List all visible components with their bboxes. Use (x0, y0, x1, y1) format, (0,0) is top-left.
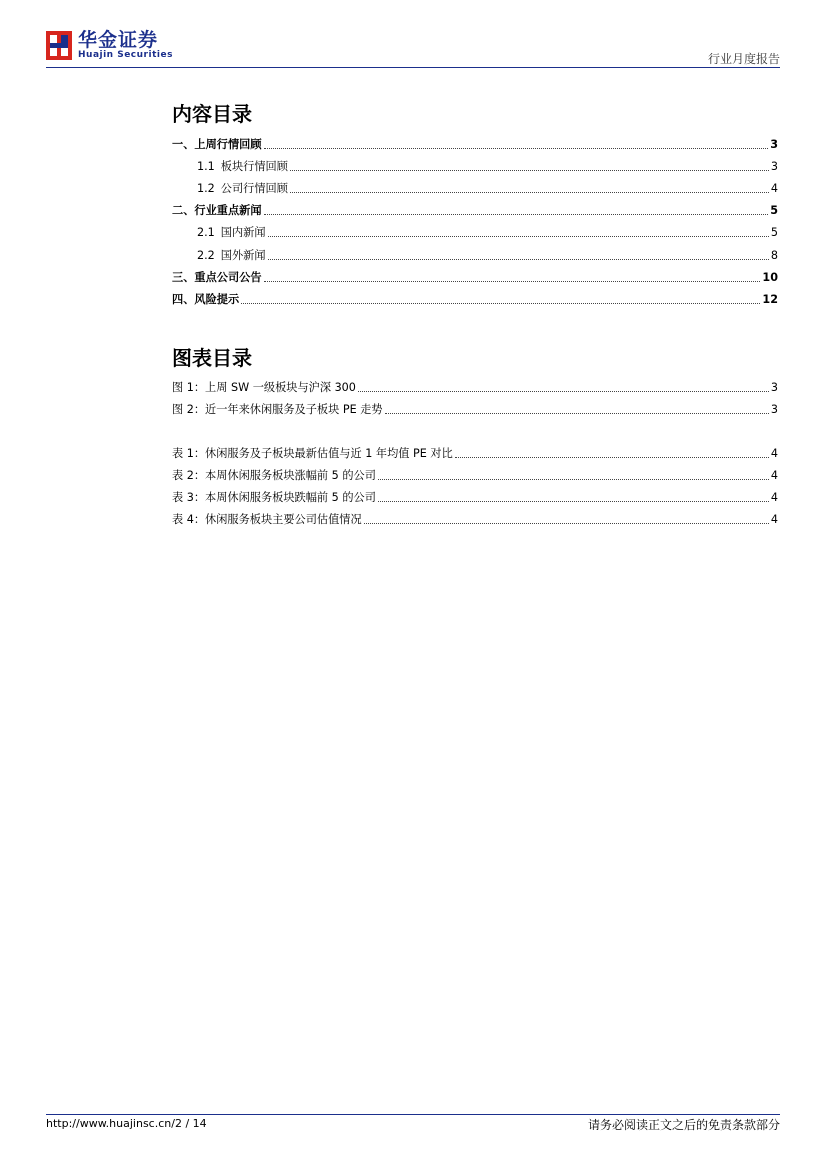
leader-dots (241, 303, 760, 304)
toc-entry[interactable] (197, 158, 778, 174)
toc-entry-page: 3 (770, 160, 778, 173)
toc-entry-page: 12 (762, 293, 778, 306)
toc-entry-label: 二、行业重点新闻 (172, 204, 262, 217)
toc-entry[interactable] (172, 269, 778, 285)
report-type-label: 行业月度报告 (707, 52, 780, 66)
leader-dots (290, 170, 769, 171)
toc-entry-label: 国内新闻 (220, 226, 266, 239)
table-entry[interactable] (172, 445, 778, 461)
leader-dots (364, 523, 769, 524)
toc-entry-number: 1.1 (197, 160, 215, 173)
toc-entry-label: 国外新闻 (220, 249, 266, 262)
huajin-logo-icon (46, 31, 72, 60)
toc-entry[interactable] (197, 180, 778, 196)
toc-title: 内容目录 (172, 102, 252, 126)
leader-dots (378, 501, 769, 502)
footer-divider (46, 1114, 780, 1115)
leader-dots (264, 214, 769, 215)
leader-dots (378, 479, 769, 480)
table-entry-page: 4 (770, 513, 778, 526)
toc-entry-page: 4 (770, 182, 778, 195)
table-entry[interactable] (172, 467, 778, 483)
leader-dots (268, 236, 769, 237)
toc-entry[interactable] (172, 202, 778, 218)
toc-entry-number: 2.1 (197, 226, 215, 239)
toc-entry-page: 10 (762, 271, 778, 284)
leader-dots (385, 413, 769, 414)
table-entry-page: 4 (770, 469, 778, 482)
header-divider (46, 67, 780, 68)
toc-entry-label: 板块行情回顾 (220, 160, 288, 173)
table-entry[interactable] (172, 489, 778, 505)
table-entry-page: 4 (770, 491, 778, 504)
footer-url-page[interactable]: http://www.huajinsc.cn/2 / 14 (46, 1117, 207, 1130)
leader-dots (290, 192, 769, 193)
leader-dots (268, 259, 769, 260)
table-entry[interactable] (172, 511, 778, 527)
table-entry-label: 表 4：休闲服务板块主要公司估值情况 (172, 513, 362, 526)
table-entry-label: 表 2：本周休闲服务板块涨幅前 5 的公司 (172, 469, 376, 482)
footer-disclaimer: 请务必阅读正文之后的免责条款部分 (587, 1118, 780, 1132)
figure-entry-label: 图 1：上周 SW 一级板块与沪深 300 (172, 381, 356, 394)
toc-entry-label: 三、重点公司公告 (172, 271, 262, 284)
leader-dots (264, 281, 761, 282)
table-entry-label: 表 1：休闲服务及子板块最新估值与近 1 年均值 PE 对比 (172, 447, 453, 460)
toc-entry-number: 2.2 (197, 249, 215, 262)
figures-toc-title: 图表目录 (172, 346, 252, 370)
toc-entry[interactable] (172, 136, 778, 152)
table-entry-label: 表 3：本周休闲服务板块跌幅前 5 的公司 (172, 491, 376, 504)
logo-chinese-name: 华金证券 (78, 29, 159, 51)
toc-entry-number: 1.2 (197, 182, 215, 195)
toc-entry[interactable] (197, 224, 778, 240)
leader-dots (358, 391, 769, 392)
logo-english-name: Huajin Securities (78, 50, 173, 60)
toc-entry-page: 5 (770, 204, 778, 217)
leader-dots (455, 457, 769, 458)
figure-entry-label: 图 2：近一年来休闲服务及子板块 PE 走势 (172, 403, 383, 416)
figure-entry[interactable] (172, 379, 778, 395)
company-logo (46, 30, 173, 62)
figure-entry-page: 3 (770, 381, 778, 394)
toc-entry[interactable] (172, 291, 778, 307)
page-header (46, 30, 780, 68)
toc-entry-label: 一、上周行情回顾 (172, 138, 262, 151)
table-entry-page: 4 (770, 447, 778, 460)
figure-entry[interactable] (172, 401, 778, 417)
toc-entry-label: 四、风险提示 (172, 293, 240, 306)
toc-entry-label: 公司行情回顾 (220, 182, 288, 195)
toc-entry[interactable] (197, 247, 778, 263)
leader-dots (264, 148, 769, 149)
toc-entry-page: 8 (770, 249, 778, 262)
toc-entry-page: 3 (770, 138, 778, 151)
figure-entry-page: 3 (770, 403, 778, 416)
toc-entry-page: 5 (770, 226, 778, 239)
